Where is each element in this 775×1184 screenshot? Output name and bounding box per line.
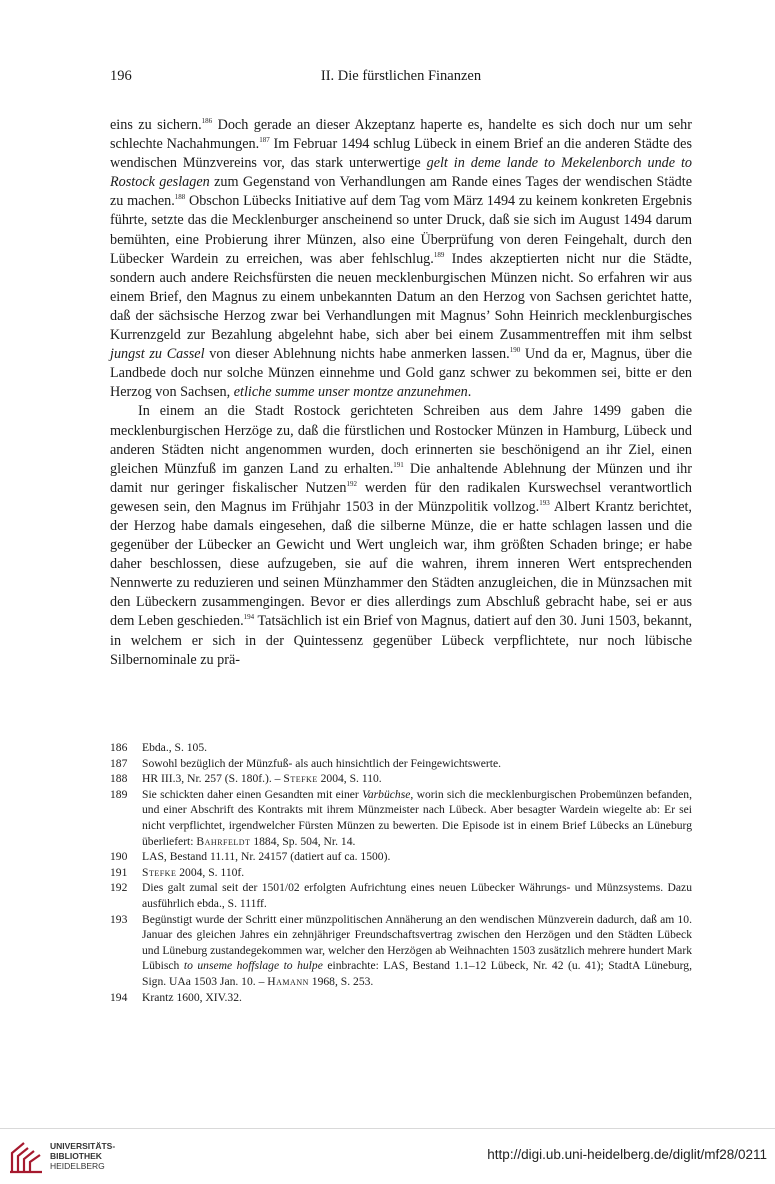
- quote-italic: jungst zu Cassel: [110, 346, 205, 363]
- footnote-text: Ebda., S. 105.: [142, 741, 208, 754]
- footnote-text: Sowohl bezüglich der Münzfuß- als auch hinsichtlich der Feingewichtswerte.: [142, 756, 501, 770]
- text-run: von dieser Ablehnung nichts habe anmerken lassen.: [204, 346, 510, 363]
- footnote-194: [110, 990, 692, 1006]
- library-name: [50, 1141, 115, 1171]
- footnote-ref-189[interactable]: 189: [433, 250, 445, 259]
- footnote-number: 186: [110, 741, 128, 754]
- footnote-ref-191[interactable]: 191: [393, 460, 404, 469]
- text-run: zum Gegenstand von Verhandlungen am Rande eines Tages der wendischen Städte zu machen.: [110, 174, 692, 210]
- footnote-text: [142, 787, 692, 849]
- text-run: 2004, S. 110.: [317, 772, 382, 786]
- text-run: Im Februar 1494 schlug Lübeck in einem Brief an die anderen Städte des wendischen Münzvereins vor, das stark unterwertige: [110, 136, 692, 172]
- footnote-191: [110, 865, 692, 881]
- quote-italic: gelt in deme lande to Mekelenborch unde to Rostock geslagen: [110, 155, 692, 191]
- footnote-ref-187[interactable]: 187: [259, 136, 270, 145]
- author-name: Stefke: [142, 865, 177, 879]
- footnote-190: [110, 849, 692, 865]
- footnote-number: 193: [110, 912, 128, 926]
- footnote-text: [142, 771, 692, 787]
- running-head: II. Die fürstlichen Finanzen: [320, 68, 482, 84]
- quote-italic: to unseme hoffslage to hulpe: [183, 959, 323, 973]
- text-run: 1884, Sp. 504, Nr. 14.: [250, 834, 356, 848]
- text-run: Albert Krantz berichtet, der Herzog habe damals eingesehen, daß die silberne Münze, die er hatte schlagen lassen und die gegenüber der Lübecker an Gewicht und Wert ungleich war, ihm größten Schaden bringe; er habe daher beschlossen, diese aufzugeben, sie auf die wahren, ihrem inneren Wert entsprechenden Nennwerte zu reduzieren und seinen Münzhammer den Städten anzugleichen, die in Münzsachen mit den Lübeckern zusammengingen. Bevor er dies allerdings zum Abschluß gebracht habe, sei er aus dem Leben geschieden.: [110, 498, 692, 630]
- main-text: [110, 116, 692, 670]
- footnote-ref-192[interactable]: 192: [346, 479, 357, 488]
- footnote-number: 189: [110, 787, 128, 801]
- text-run: Indes akzeptierten nicht nur die Städte, sondern auch andere Reichsfürsten die neuen mecklenburgischen Münzen nicht. So erfahren wir aus einem Brief, den Magnus zu einem unbekannten Datum an den Herzog von Sachsen gerichtet hatte, daß der sächsische Herzog zwar bei Verhandlungen mit Magnus’ Sohn Heinrich mecklenburgisches Kurrenzgeld zur Bezahlung abgelehnt habe, sich aber bei einem Zusammentreffen mit ihm selbst: [110, 250, 692, 344]
- footnote-number: 191: [110, 865, 128, 879]
- text-run: .: [467, 384, 472, 401]
- footnote-text: [142, 865, 692, 881]
- footnote-number: 194: [110, 990, 128, 1004]
- text-run: In einem an die Stadt Rostock gerichteten Schreiben aus dem Jahre 1499 gaben die mecklenburgischen Herzöge zu, daß die fürstlichen und Rostocker Münzen in Hamburg, Lübeck und anderen Städten nicht angenommen wurden, doch erinnerten sie beschönigend an ihr Ziel, einen gleichen Münzfuß im ganzen Land zu erhalten.: [110, 403, 692, 477]
- footnote-ref-190[interactable]: 190: [509, 346, 521, 355]
- footnote-text: [142, 912, 692, 990]
- paragraph-1: [110, 116, 692, 402]
- text-run: werden für den radikalen Kurswechsel verantwortlich gewesen sein, den Magnus im Frühjahr 1503 in der Münzpolitik vollzog.: [110, 479, 692, 515]
- footnotes: [110, 740, 692, 1005]
- library-name-line: BIBLIOTHEK: [50, 1151, 102, 1161]
- text-run: Doch gerade an dieser Akzeptanz haperte es, handelte es sich doch nur um sehr schlechte Nachahmungen.: [110, 117, 692, 153]
- text-run: HR III.3, Nr. 257 (S. 180f.). –: [142, 772, 284, 786]
- quote-italic: etliche summe unser montze anzunehmen: [233, 384, 468, 401]
- footnote-text: Krantz 1600, XIV.32.: [142, 990, 242, 1004]
- source-url[interactable]: http://digi.ub.uni-heidelberg.de/diglit/mf28/0211: [487, 1147, 767, 1162]
- footnote-189: [110, 787, 692, 849]
- term-italic: Varbüchse: [362, 787, 411, 801]
- author-name: Stefke: [283, 772, 318, 786]
- footnote-192: [110, 880, 692, 911]
- footnote-text: Dies galt zumal seit der 1501/02 erfolgten Aufrichtung eines neuen Lübecker Währungs- und Münzsystems. Dazu ausführlich ebda., S. 111ff.: [142, 881, 692, 910]
- author-name: Hamann: [267, 974, 309, 988]
- text-run: , worin sich die mecklenburgischen Probemünzen befanden, und einer Abschrift des Kontrakts mit ihrem Münzmeister nach Lübeck. Aber besagter Wardein wiegelte ab: Er sei nicht verpflichtet, irgendwelcher Fürsten Münzen zu bewerten. Die Episode ist in einem Brief Lübecks an Lüneburg überliefert:: [142, 787, 692, 848]
- text-run: einbrachte: LAS, Bestand 1.1–12 Lübeck, Nr. 42 (u. 41); StadtA Lüneburg, Sign. UAa 1503 Jan. 10. –: [142, 959, 693, 988]
- footnote-ref-193[interactable]: 193: [539, 498, 550, 507]
- library-name-line: HEIDELBERG: [50, 1161, 105, 1171]
- text-run: Sie schickten daher einen Gesandten mit einer: [142, 787, 363, 801]
- footnote-number: 187: [110, 756, 128, 770]
- author-name: Bahrfeldt: [196, 834, 251, 848]
- text-run: Begünstigt wurde der Schritt einer münzpolitischen Annäherung an den wendischen Münzverein dadurch, daß am 10. Januar des gleichen Jahres ein zehnjähriger Freundschaftsvertrag zwischen den Herzögen und den Städten Lübeck und Lüneburg zustandegekommen war, welcher den Herzögen ab Weihnachten 1503 zusätzlich mehrere hundert Mark Lübisch: [142, 912, 692, 973]
- footnote-ref-186[interactable]: 186: [201, 117, 213, 125]
- text-run: Obschon Lübecks Initiative auf dem Tag vom März 1494 zu keinem konkreten Ergebnis führte, setzte das die Mecklenburger anscheinend so unter Druck, daß sie sich im August 1494 darum bemühten, eine Probierung ihrer Münzen, also eine Überprüfung von deren Feingehalt, durch den Lübecker Wardein zu erreichen, was aber fehlschlug.: [110, 193, 693, 267]
- footnote-193: [110, 912, 692, 990]
- page-number: 196: [110, 68, 132, 84]
- library-footer: [0, 1128, 775, 1184]
- library-name-line: UNIVERSITÄTS-: [50, 1141, 116, 1151]
- text-run: Tatsächlich ist ein Brief von Magnus, datiert auf den 30. Juni 1503, bekannt, in welchem er sich in der Quintessenz gegenüber Lübeck verpflichtete, nur noch lübische Silbernominale zu prä-: [110, 613, 692, 668]
- library-logo-icon[interactable]: [8, 1139, 44, 1175]
- text-run: 2004, S. 110f.: [176, 865, 245, 879]
- footnote-ref-188[interactable]: 188: [174, 193, 186, 202]
- footnote-number: 190: [110, 850, 128, 864]
- text-run: Die anhaltende Ablehnung der Münzen und ihr damit nur geringer fiskalischer Nutzen: [110, 460, 692, 496]
- text-run: 1968, S. 253.: [308, 974, 374, 988]
- footnote-188: [110, 771, 692, 787]
- page-header: [110, 68, 692, 88]
- footnote-186: [110, 740, 692, 756]
- footnote-number: 188: [110, 772, 128, 786]
- text-run: Und da er, Magnus, über die Landbede doch nur solche Münzen einnehme und Gold ganz schwer zu bekommen sei, bitte er den Herzog von Sachsen,: [110, 346, 693, 401]
- text-run: eins zu sichern.: [110, 117, 202, 133]
- footnote-ref-194[interactable]: 194: [243, 613, 255, 622]
- paragraph-2: [110, 402, 692, 669]
- footnote-number: 192: [110, 881, 128, 895]
- footnote-text: LAS, Bestand 11.11, Nr. 24157 (datiert auf ca. 1500).: [142, 850, 391, 864]
- footnote-187: [110, 756, 692, 772]
